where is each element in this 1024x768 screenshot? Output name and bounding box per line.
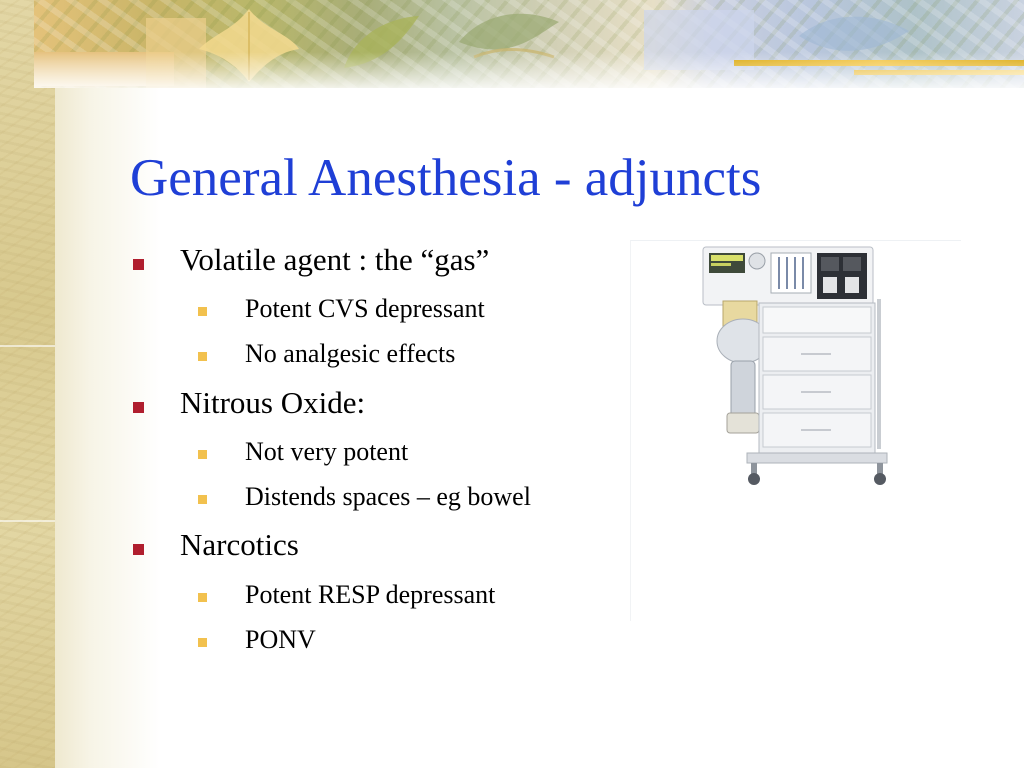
strip-divider [0, 520, 55, 522]
level2-bullet-icon [198, 495, 207, 504]
level1-bullet-icon [133, 402, 144, 413]
level2-bullet-icon [198, 593, 207, 602]
top-banner-artwork [34, 0, 1024, 88]
sub-bullet-item: PONV [245, 625, 316, 654]
sub-bullet-item: Not very potent [245, 437, 409, 466]
bullet-item: Narcotics [180, 527, 299, 562]
level1-bullet-icon [133, 544, 144, 555]
level2-bullet-icon [198, 307, 207, 316]
level1-bullet-icon [133, 259, 144, 270]
sub-bullet-item: Potent RESP depressant [245, 580, 496, 609]
level2-bullet-icon [198, 450, 207, 459]
level2-bullet-icon [198, 352, 207, 361]
bullet-item: Nitrous Oxide: [180, 385, 366, 420]
sub-bullet-item: Potent CVS depressant [245, 294, 485, 323]
anesthesia-machine-photo [630, 240, 961, 621]
sub-bullet-item: Distends spaces – eg bowel [245, 482, 531, 511]
banner-fade [34, 52, 1024, 88]
level2-bullet-icon [198, 638, 207, 647]
anesthesia-machine-icon [631, 241, 961, 621]
bullet-item: Volatile agent : the “gas” [180, 242, 490, 277]
sub-bullet-item: No analgesic effects [245, 339, 456, 368]
slide-title: General Anesthesia - adjuncts [130, 149, 762, 207]
left-decorative-strip [0, 0, 55, 768]
strip-divider [0, 345, 55, 347]
